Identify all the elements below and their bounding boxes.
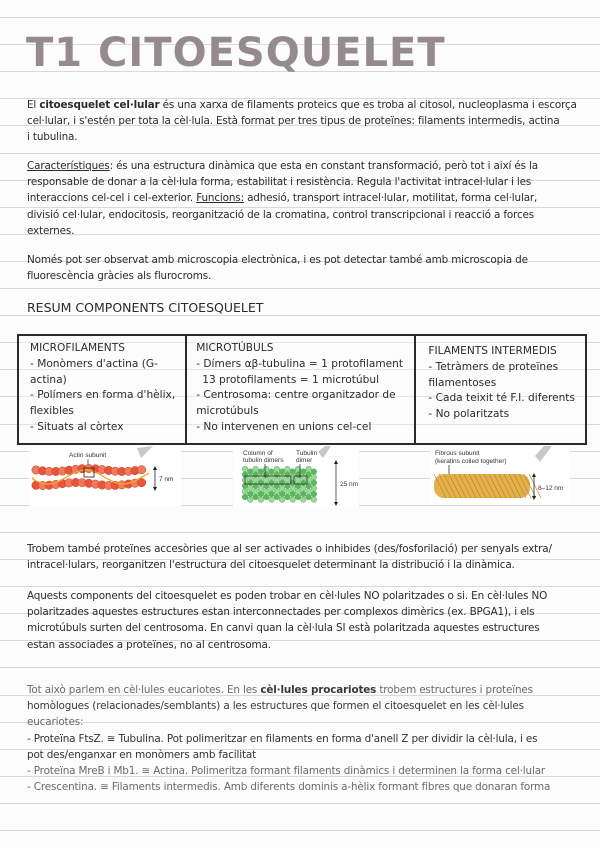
accessory-proteins-paragraph bbox=[27, 541, 577, 573]
tubulin-subunit bbox=[279, 497, 285, 503]
tubulin-subunit bbox=[306, 472, 312, 478]
intro-paragraph bbox=[27, 97, 577, 146]
tubulin-subunit bbox=[253, 489, 259, 495]
tubulin-dimer-label: Tubulin bbox=[296, 450, 318, 457]
accessory-line: Trobem també proteïnes accesòries que al ser activades o inhibides (des/fosforilació) per senyals extra/ bbox=[27, 543, 552, 555]
cell-line: actina) bbox=[30, 373, 67, 386]
cell-line: - No intervenen en unions cel-cel bbox=[196, 420, 372, 433]
tubulin-subunit bbox=[306, 489, 312, 495]
tubulin-subunit bbox=[290, 491, 296, 497]
tubulin-subunit bbox=[269, 480, 275, 486]
cell-line: - Polímers en forma d'hèlix, bbox=[30, 389, 176, 402]
cell-title: MICROTÚBULS bbox=[196, 342, 274, 354]
prokaryotes-line: homòlogues (relacionades/semblants) a les estructures que formen el citoesquelet en les cèl·lules bbox=[27, 700, 524, 713]
tubulin-subunit bbox=[274, 472, 280, 478]
intro-text: El bbox=[27, 99, 40, 111]
intermediate-filament-figure bbox=[430, 446, 570, 504]
prokaryotes-list-item: pot des/enganxar en monòmers amb facilitat bbox=[27, 748, 257, 761]
table-cell-intermediate-filaments bbox=[414, 336, 585, 443]
prokaryotes-list-item: - Crescentina. ≅ Filaments intermedis. Amb diferents dominis a-hèlix formant fibres que donaran forma bbox=[27, 781, 551, 794]
actin-filament-figure bbox=[29, 446, 181, 506]
characteristics-line: responsable de donar a la cèl·lula forma, estabilitat i resistència. Regula l'activitat intracel·lular i les bbox=[27, 176, 532, 189]
tubulin-subunit bbox=[263, 466, 269, 472]
microscopy-paragraph bbox=[27, 252, 577, 284]
tubulin-subunit bbox=[274, 466, 280, 472]
tubulin-subunit bbox=[295, 494, 301, 500]
polarity-line: estan associades a proteïnes, no al centrosoma. bbox=[27, 638, 271, 651]
tubulin-subunit bbox=[311, 491, 317, 497]
tubulin-subunit bbox=[301, 474, 307, 480]
cell-line: - Dímers αβ-tubulina = 1 protofilament bbox=[196, 357, 404, 370]
tubulin-subunit bbox=[311, 469, 317, 475]
actin-monomer bbox=[137, 466, 145, 474]
intro-bold-term: citoesquelet cel·lular bbox=[39, 99, 160, 111]
fibrous-subunit-label: (keratins coiled together) bbox=[435, 458, 507, 465]
tubulin-subunit bbox=[248, 474, 254, 480]
characteristics-line: externes. bbox=[27, 224, 75, 237]
arrow-icon bbox=[137, 446, 153, 458]
tubulin-subunit bbox=[295, 489, 301, 495]
polarity-line: microtúbuls surten del centrosoma. En canvi quan la cèl·lula SI està polaritzada aquestes estructures bbox=[27, 622, 540, 635]
tubulin-subunit bbox=[279, 491, 285, 497]
tubulin-subunit bbox=[269, 497, 275, 503]
tubulin-subunit bbox=[311, 486, 317, 492]
polarity-line: polaritzades aquestes estructures estan interconnectades per complexos dimèrics (ex. BPGA1), i els bbox=[27, 606, 535, 619]
tubulin-subunit bbox=[248, 497, 254, 503]
summary-table bbox=[17, 334, 587, 445]
intro-text: és una xarxa de filaments proteics que es troba al citosol, nucleoplasma i escorça bbox=[159, 99, 577, 111]
intro-line: cel·lular, i s'estén per tota la cèl·lula. Està format per tres tipus de proteïnes: filaments intermedis, actina bbox=[27, 115, 560, 128]
cell-title: FILAMENTS INTERMEDIS bbox=[428, 345, 557, 357]
tubulin-subunit bbox=[274, 489, 280, 495]
tubulin-subunit bbox=[263, 489, 269, 495]
prokaryotes-paragraph bbox=[27, 682, 577, 795]
tubulin-subunit bbox=[301, 497, 307, 503]
tubulin-subunit bbox=[258, 480, 264, 486]
tubulin-subunit bbox=[290, 486, 296, 492]
cell-line: - Tetràmers de proteïnes bbox=[428, 360, 559, 373]
column-label: Column of bbox=[243, 450, 273, 457]
cell-line: - Monòmers d'actina (G- bbox=[30, 357, 158, 370]
tubulin-subunit bbox=[274, 494, 280, 500]
tubulin-subunit bbox=[248, 486, 254, 492]
polarity-paragraph bbox=[27, 588, 577, 653]
prokaryotes-list-item: - Proteïna MreB i Mb1. ≅ Actina. Polimeritza formant filaments dinàmics i determinen la forma cel·lular bbox=[27, 765, 546, 778]
prokaryotes-text: trobem estructures i proteïnes bbox=[376, 684, 533, 696]
column-label: tubulin dimers bbox=[243, 457, 284, 464]
fibrous-subunit-label: Fibrous subunit bbox=[435, 450, 480, 457]
tubulin-subunit bbox=[311, 497, 317, 503]
tubulin-subunit bbox=[248, 491, 254, 497]
microtubule-figure bbox=[233, 446, 359, 508]
polarity-line: Aquests components del citoesquelet es poden trobar en cèl·lules NO polaritzades o si. En cèl·lules NO bbox=[27, 590, 548, 602]
tubulin-subunit bbox=[258, 474, 264, 480]
functions-label: Funcions: bbox=[196, 192, 244, 205]
tubulin-subunit bbox=[301, 469, 307, 475]
tubulin-subunit bbox=[269, 491, 275, 497]
prokaryotes-text: Tot això parlem en cèl·lules eucariotes. En les bbox=[27, 684, 261, 696]
cell-line: filamentoses bbox=[428, 376, 497, 389]
tubulin-subunit bbox=[301, 491, 307, 497]
tubulin-subunit bbox=[248, 480, 254, 486]
tubulin-subunit bbox=[248, 469, 254, 475]
tubulin-subunit bbox=[258, 486, 264, 492]
arrow-icon bbox=[318, 446, 331, 458]
tubulin-dimer-label: dimer bbox=[296, 457, 313, 464]
intermediate-size-label: 8–12 nm bbox=[538, 485, 564, 492]
tubulin-subunit bbox=[263, 477, 269, 483]
tubulin-subunit bbox=[274, 477, 280, 483]
tubulin-subunit bbox=[253, 466, 259, 472]
tubulin-subunit bbox=[263, 494, 269, 500]
tubulin-subunit bbox=[253, 477, 259, 483]
tubulin-subunit bbox=[269, 486, 275, 492]
page-title: T1 CITOESQUELET bbox=[26, 30, 446, 76]
cell-line: - Situats al còrtex bbox=[30, 420, 124, 433]
cell-line: microtúbuls bbox=[196, 405, 259, 418]
summary-heading: RESUM COMPONENTS CITOESQUELET bbox=[27, 300, 264, 315]
tubulin-subunit bbox=[301, 486, 307, 492]
table-cell-microfilaments bbox=[19, 336, 185, 443]
tubulin-subunit bbox=[306, 494, 312, 500]
tubulin-subunit bbox=[290, 497, 296, 503]
characteristics-paragraph bbox=[27, 158, 577, 239]
accessory-line: intracel·lulars, reorganitzen l'estructura del citoesquelet determinant la distribució i la dinàmica. bbox=[27, 559, 515, 572]
tubulin-subunit bbox=[285, 466, 291, 472]
characteristics-text: : és una estructura dinàmica que esta en constant transformació, però tot i així és la bbox=[109, 160, 538, 172]
microscopy-line: Només pot ser observat amb microscopia electrònica, i es pot detectar també amb microscopia de bbox=[27, 254, 528, 266]
tubulin-subunit bbox=[242, 466, 248, 472]
characteristics-label: Característiques bbox=[27, 160, 110, 172]
characteristics-text: adhesió, transport intracel·lular, motilitat, forma cel·lular, bbox=[243, 192, 538, 205]
tubulin-subunit bbox=[301, 480, 307, 486]
tubulin-subunit bbox=[253, 494, 259, 500]
characteristics-text: interaccions cel-cel i cel-exterior. bbox=[27, 192, 197, 205]
tubulin-subunit bbox=[295, 477, 301, 483]
tubulin-subunit bbox=[263, 472, 269, 478]
intro-line: i tubulina. bbox=[27, 131, 78, 144]
tubulin-subunit bbox=[285, 472, 291, 478]
microscopy-line: fluorescència gràcies als flurocroms. bbox=[27, 270, 212, 283]
tubulin-subunit bbox=[285, 494, 291, 500]
cell-line: - Centrosoma: centre organitzador de bbox=[196, 389, 396, 402]
tubulin-subunit bbox=[242, 494, 248, 500]
table-cell-microtubules bbox=[185, 336, 414, 443]
tubulin-subunit bbox=[290, 469, 296, 475]
tubulin-subunit bbox=[279, 474, 285, 480]
tubulin-subunit bbox=[311, 474, 317, 480]
cell-line: - Cada teixit té F.I. diferents bbox=[428, 392, 575, 405]
cell-title: MICROFILAMENTS bbox=[30, 342, 125, 354]
tubulin-subunit bbox=[311, 480, 317, 486]
tubulin-subunit bbox=[306, 477, 312, 483]
tubulin-subunit bbox=[242, 489, 248, 495]
actin-subunit-label: Actin subunit bbox=[69, 452, 107, 459]
tubulin-subunit bbox=[285, 489, 291, 495]
characteristics-line: divisió cel·lular, endocitosis, reorganització de la cromatina, control transcripcional i reacció a forces bbox=[27, 208, 535, 221]
actin-size-label: 7 nm bbox=[159, 476, 174, 483]
tubulin-subunit bbox=[258, 491, 264, 497]
cell-line: 13 protofilaments = 1 microtúbul bbox=[202, 373, 380, 386]
tubulin-subunit bbox=[269, 469, 275, 475]
cell-line: flexibles bbox=[30, 405, 74, 418]
tubulin-subunit bbox=[279, 469, 285, 475]
tubulin-subunit bbox=[279, 480, 285, 486]
prokaryotes-bold-term: cèl·lules procariotes bbox=[260, 684, 377, 696]
prokaryotes-list-item: - Proteïna FtsZ. ≅ Tubulina. Pot polimeritzar en filaments en forma d'anell Z per dividir la cèl·lula, i es bbox=[27, 732, 538, 745]
tubulin-subunit bbox=[279, 486, 285, 492]
microtubule-size-label: 25 nm bbox=[340, 481, 359, 488]
tubulin-subunit bbox=[258, 497, 264, 503]
tubulin-subunit bbox=[258, 469, 264, 475]
tubulin-subunit bbox=[269, 474, 275, 480]
tubulin-subunit bbox=[306, 466, 312, 472]
tubulin-subunit bbox=[253, 472, 259, 478]
tubulin-subunit bbox=[285, 477, 291, 483]
cell-line: - No polaritzats bbox=[428, 408, 510, 421]
prokaryotes-line: eucariotes: bbox=[27, 716, 84, 729]
arrow-icon bbox=[535, 446, 552, 462]
